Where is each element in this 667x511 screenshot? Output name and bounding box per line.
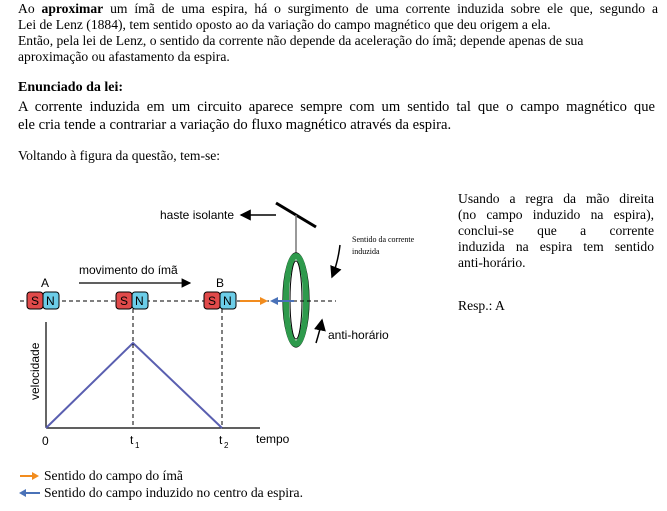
answer: Resp.: A (458, 298, 505, 313)
rod-label: haste isolante (160, 208, 235, 222)
magnet-b (204, 292, 236, 309)
legend-item-1: Sentido do campo do ímã (44, 468, 183, 483)
figure-intro: Voltando à figura da questão, tem-se: (18, 148, 221, 163)
current-label-1: Sentido da corrente (352, 235, 415, 244)
side-text-3: conclui-se que a corrente (458, 223, 654, 238)
intro-bold-word: aproximar (41, 1, 104, 16)
law-heading: Enunciado da lei: (18, 80, 124, 95)
rotation-arrow (316, 320, 322, 343)
svg-text:N: N (223, 294, 232, 308)
side-text-5: anti-horário. (458, 255, 526, 270)
law-line-2: ele cria tende a contrariar a variação do fluxo magnético através da espira. (18, 117, 452, 133)
svg-text:N: N (46, 294, 55, 308)
tick-0: 0 (42, 434, 49, 448)
side-text-1: Usando a regra da mão direita (458, 191, 654, 206)
tick-t2: t (219, 433, 223, 447)
point-a-label: A (41, 276, 50, 290)
intro-line-3: Então, pela lei de Lenz, o sentido da corrente não depende da aceleração do ímã; depende apenas de sua (18, 33, 584, 48)
svg-text:N: N (135, 294, 144, 308)
point-b-label: B (216, 276, 225, 290)
tick-t1-sub: 1 (135, 441, 140, 450)
x-axis-label: tempo (256, 432, 290, 446)
intro-line-2: Lei de Lenz (1884), tem sentido oposto ao da variação do campo magnético que deu origem a ela. (18, 17, 551, 32)
intro-line-1: Ao aproximar um ímã de uma espira, há o surgimento de uma corrente induzida sobre ele que, segundo a (18, 1, 659, 16)
motion-label: movimento do ímã (79, 263, 178, 277)
rotation-label: anti-horário (328, 328, 389, 342)
current-label-2: induzida (352, 247, 380, 256)
current-arrow-top (332, 245, 340, 277)
magnet-t1 (116, 292, 148, 309)
side-text-2: (no campo induzido na espira), (458, 207, 654, 222)
tick-t2-sub: 2 (224, 441, 229, 450)
legend-item-2: Sentido do campo induzido no centro da espira. (44, 485, 303, 500)
intro-line-4: aproximação ou afastamento da espira. (18, 49, 230, 64)
y-axis-label: velocidade (28, 342, 42, 400)
tick-t1: t (130, 433, 134, 447)
svg-text:S: S (31, 294, 40, 308)
svg-text:S: S (120, 294, 129, 308)
side-text-4: induzida na espira tem sentido (458, 239, 654, 254)
law-line-1: A corrente induzida em um circuito aparece sempre com um sentido tal que o campo magnético que (18, 99, 655, 115)
svg-text:S: S (208, 294, 217, 308)
velocity-curve (46, 343, 222, 428)
magnet-a (27, 292, 59, 309)
